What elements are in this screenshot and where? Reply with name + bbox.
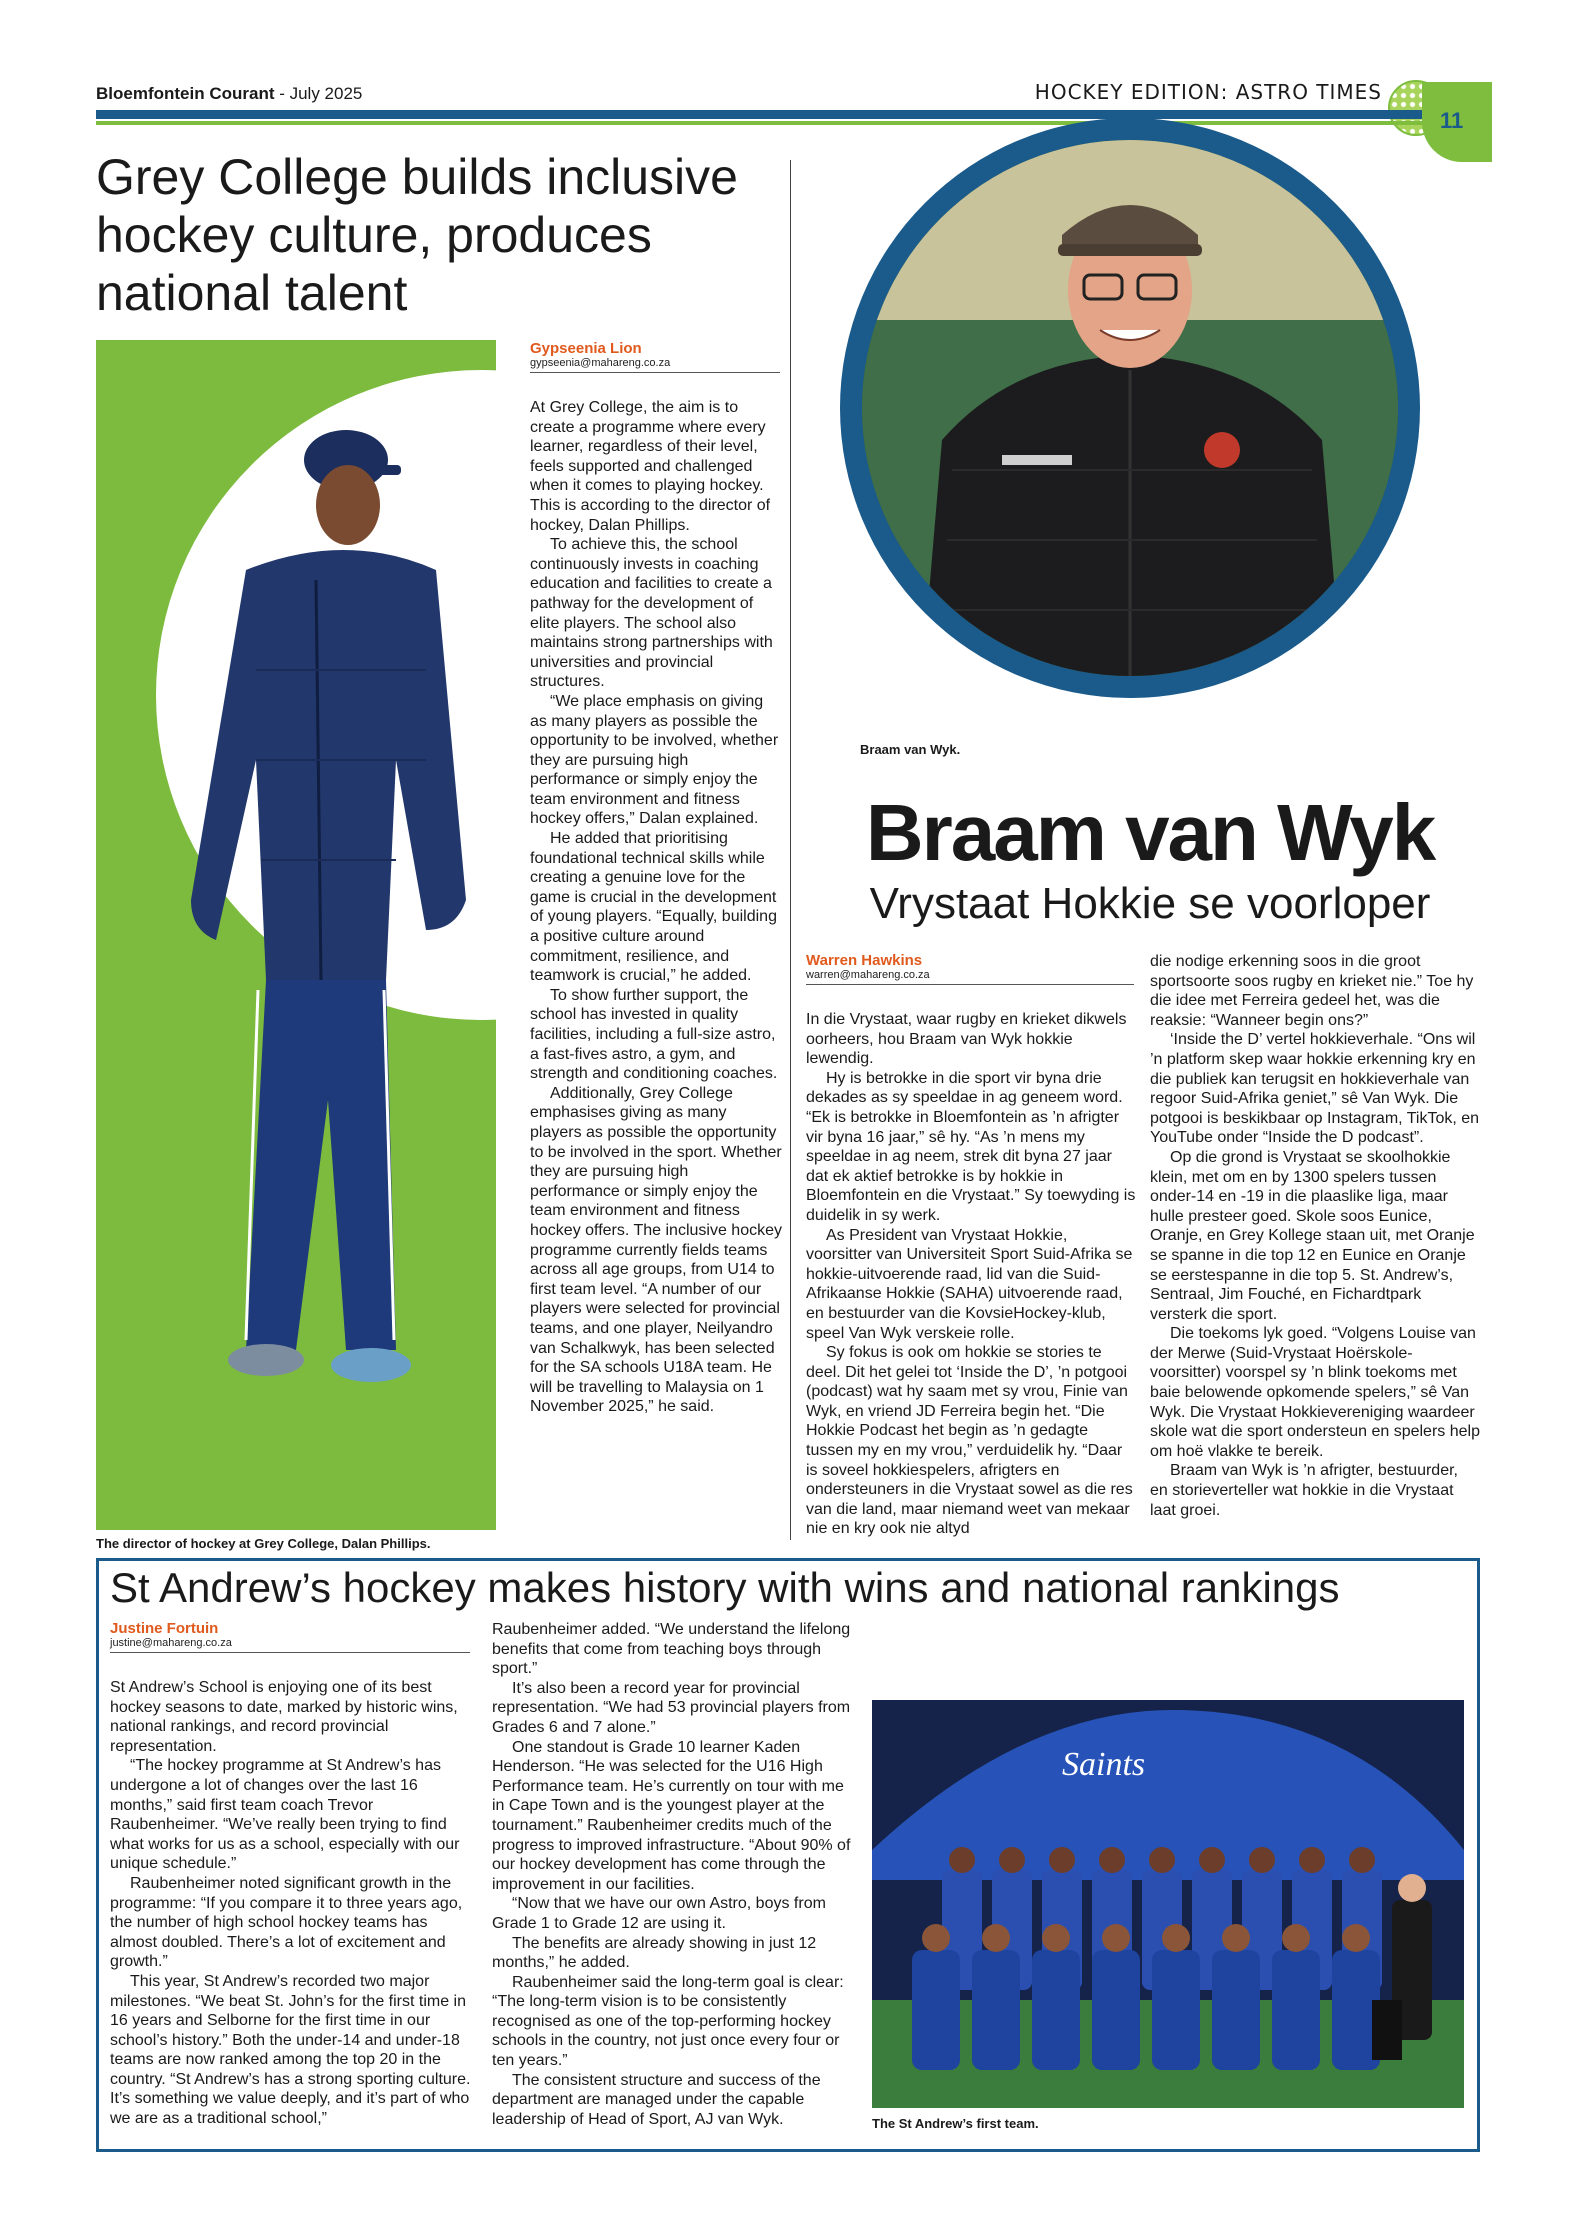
article3-byline	[110, 1620, 470, 1653]
article3-author: Justine Fortuin	[110, 1620, 219, 1637]
braam-van-wyk-photo	[862, 140, 1398, 676]
article1-headline: Grey College builds inclusive hockey culture, produces national talent	[96, 149, 738, 321]
tent-saints-text: Saints	[1062, 1746, 1146, 1783]
article3-paragraph: St Andrew’s School is enjoying one of its best hockey seasons to date, marked by historic wins, national rankings, and record provincial representation.	[110, 1679, 458, 1755]
article1-body	[530, 398, 782, 1417]
article3-paragraph: “Now that we have our own Astro, boys from Grade 1 to Grade 12 are using it.	[492, 1895, 826, 1932]
dalan-phillips-photo	[96, 340, 496, 1530]
article3-column-2	[492, 1620, 854, 2129]
article2-paragraph: As President van Vrystaat Hokkie, voorsitter van Universiteit Sport Suid-Afrika se hokkie-uitvoerende raad, lid van die Suid-Afrikaanse Hokkie (SAHA) uitvoerende raad, en bestuurder van die KovsieHockey-klub, speel Van Wyk verskeie rolle.	[806, 1226, 1133, 1342]
article2-paragraph: In die Vrystaat, waar rugby en krieket dikwels oorheers, hou Braam van Wyk hokkie lewendig.	[806, 1011, 1127, 1068]
article3-paragraph: Raubenheimer said the long-term goal is clear: “The long-term vision is to be consistently recognised as one of the top-performing hockey schools in the country, not just once every four or ten years.”	[492, 1973, 844, 2070]
article2-headline: Braam van Wyk	[865, 788, 1435, 877]
article2-paragraph: ‘Inside the D’ vertel hokkieverhale. “Ons wil ’n platform skep waar hokkie erkenning kry en die publiek kan terugsit en hokkieverhale van regoor Suid-Afrika geniet,” sê Van Wyk. Die potgooi is beskikbaar op Instagram, TikTok, en YouTube onder “Inside the D podcast”.	[1150, 1031, 1480, 1147]
article1-paragraph: To achieve this, the school continuously invests in coaching education and facilities to create a pathway for the development of elite players. The school also maintains strong partnerships with universities and provincial structures.	[530, 536, 773, 691]
article2-paragraph: die nodige erkenning soos in die groot sportsoorte soos rugby en krieket nie.” Toe hy die idee met Ferreira gedeel het, was die reaksie: “Wanneer begin ons?”	[1150, 953, 1474, 1029]
st-andrews-team-photo	[872, 1700, 1464, 2108]
article2-subheadline: Vrystaat Hokkie se voorloper	[869, 879, 1431, 928]
article1-paragraph: At Grey College, the aim is to create a programme where every learner, regardless of their level, feels supported and challenged when it comes to playing hockey. This is according to the director of hockey, Dalan Phillips.	[530, 399, 771, 534]
team-photo-illustration	[872, 1700, 1464, 2108]
header-rule-blue	[96, 110, 1476, 119]
article2-photo-caption: Braam van Wyk.	[860, 742, 961, 757]
portrait-illustration	[862, 140, 1398, 676]
article3-paragraph: The benefits are already showing in just 12 months,” he added.	[492, 1934, 817, 1972]
article1-paragraph: He added that prioritising foundational technical skills while creating a genuine love for the game is crucial in the development of young players. “Equally, building a positive culture around commitment, resilience, and teamwork is crucial,” he added.	[530, 830, 777, 985]
article3-paragraph: This year, St Andrew’s recorded two major milestones. “We beat St. John’s for the first time in 16 years and Selborne for the first time in our school’s history.” Both the under-14 and under-18 teams are now ranked among the top 20 in the country. “St Andrew’s has a strong sporting culture. It’s something we value deeply, and it’s part of who we are as a traditional school,”	[110, 1972, 471, 2128]
issue-date: - July 2025	[274, 84, 363, 103]
article2-paragraph: Hy is betrokke in die sport vir byna drie dekades as sy speeldae in ag geneem word. “Ek is betrokke in Bloemfontein as ’n afrigter vir byna 16 jaar,” sê hy. “As ’n mens my speeldae in ag neem, strek dit byna 27 jaar dat ek aktief betrokke is by hokkie in Bloemfontein en die Vrystaat.” Sy toewyding is duidelik in sy werk.	[806, 1069, 1136, 1224]
article3-photo-caption: The St Andrew’s first team.	[872, 2116, 1039, 2131]
braam-van-wyk-photo-frame	[840, 118, 1420, 698]
article2-paragraph: Sy fokus is ook om hokkie se stories te deel. Dit het gelei tot ‘Inside the D’, ’n potgooi (podcast) wat hy saam met sy vrou, Finie van Wyk, en vriend JD Ferreira begin het. “Die Hokkie Podcast het begin as ’n gedagte tussen my en my vrou,” verduidelik hy. “Daar is soveel hokkiespelers, afrigters en ondersteuners in die Vrystaat sowel as die res van die land, maar niemand weet van mekaar nie en kry ook nie altyd	[806, 1344, 1133, 1538]
article3-paragraph: “The hockey programme at St Andrew’s has undergone a lot of changes over the last 16 months,” said first team coach Trevor Raubenheimer. “We’ve really been trying to find what works for us as a school, especially with our unique schedule.”	[110, 1757, 460, 1873]
article2-email: warren@mahareng.co.za	[806, 969, 1134, 985]
article2-author: Warren Hawkins	[806, 952, 923, 969]
coach-figure-illustration	[96, 340, 496, 1530]
article1-email: gypseenia@mahareng.co.za	[530, 357, 780, 373]
article1-paragraph: Additionally, Grey College emphasises giving as many players as possible the opportunity to be involved in the sport. Whether they are pursuing high performance or simply enjoy the team environment and fitness hockey offers. The inclusive hockey programme currently fields teams across all age groups, from U14 to first team level. “A number of our players were selected for provincial teams, and one player, Neilyandro van Schalkwyk, has been selected for the SA schools U18A team. He will be travelling to Malaysia on 1 November 2025,” he said.	[530, 1084, 782, 1416]
edition-label: HOCKEY EDITION: ASTRO TIMES	[1034, 80, 1382, 104]
article2-byline	[806, 952, 1134, 985]
masthead	[96, 84, 362, 104]
article3-headline: St Andrew’s hockey makes history with wins and national rankings	[110, 1564, 1340, 1611]
article1-byline	[530, 340, 780, 373]
article2-paragraph: Op die grond is Vrystaat se skoolhokkie klein, met om en by 1300 spelers tussen onder-14 en -19 in die plaaslike liga, maar hulle presteer goed. Skole soos Eunice, Oranje, en Grey Kollege staan uit, met Oranje se spanne in die top 12 en Eunice en Oranje se eerstespanne in die top 5. St. Andrew’s, Sentraal, Jim Fouché, en Fichardtpark versterk die sport.	[1150, 1148, 1475, 1323]
article3-paragraph: The consistent structure and success of the department are managed under the capable leadership of Head of Sport, AJ van Wyk.	[492, 2071, 821, 2128]
article3-column-1	[110, 1678, 472, 2129]
page-number: 11	[1440, 108, 1464, 133]
article3-paragraph: It’s also been a record year for provincial representation. “We had 53 provincial players from Grades 6 and 7 alone.”	[492, 1679, 851, 1736]
article3-paragraph: Raubenheimer noted significant growth in the programme: “If you compare it to three years ago, the number of high school hockey teams has almost doubled. There’s a lot of excitement and growth.”	[110, 1874, 463, 1971]
column-divider	[790, 160, 791, 1540]
article3-paragraph: Raubenheimer added. “We understand the lifelong benefits that come from teaching boys through sport.”	[492, 1621, 851, 1678]
article1-author: Gypseenia Lion	[530, 340, 642, 357]
article2-paragraph: Braam van Wyk is ’n afrigter, bestuurder, en storieverteller wat hokkie in die Vrystaat laat groei.	[1150, 1462, 1458, 1519]
article3-paragraph: One standout is Grade 10 learner Kaden Henderson. “He was selected for the U16 High Performance team. He’s currently on tour with me in Cape Town and is the youngest player at the tournament.” Raubenheimer credits much of the progress to improved infrastructure. “About 90% of our hockey development has come through the improvement in our facilities.	[492, 1738, 851, 1893]
article1-photo-caption: The director of hockey at Grey College, Dalan Phillips.	[96, 1536, 431, 1551]
header-rule-green	[96, 121, 1476, 125]
article3-email: justine@mahareng.co.za	[110, 1637, 470, 1653]
article2-column-1	[806, 1010, 1136, 1539]
article2-column-2	[1150, 952, 1480, 1520]
article1-paragraph: “We place emphasis on giving as many players as possible the opportunity to be involved, whether they are pursuing high performance or simply enjoy the team environment and fitness hockey offers,” Dalan explained.	[530, 692, 779, 828]
publication-name: Bloemfontein Courant	[96, 84, 275, 103]
article1-paragraph: To show further support, the school has invested in quality facilities, including a full-size astro, a fast-fives astro, a gym, and strength and conditioning coaches.	[530, 986, 778, 1083]
article2-paragraph: Die toekoms lyk goed. “Volgens Louise van der Merwe (Suid-Vrystaat Hoërskole-voorsitter) voorspel sy ’n blink toekoms met baie belowende opkomende spelers,” sê Van Wyk. Die Vrystaat Hokkievereniging waardeer skole wat die sport ondersteun en spelers help om hoë vlakke te bereik.	[1150, 1325, 1480, 1460]
